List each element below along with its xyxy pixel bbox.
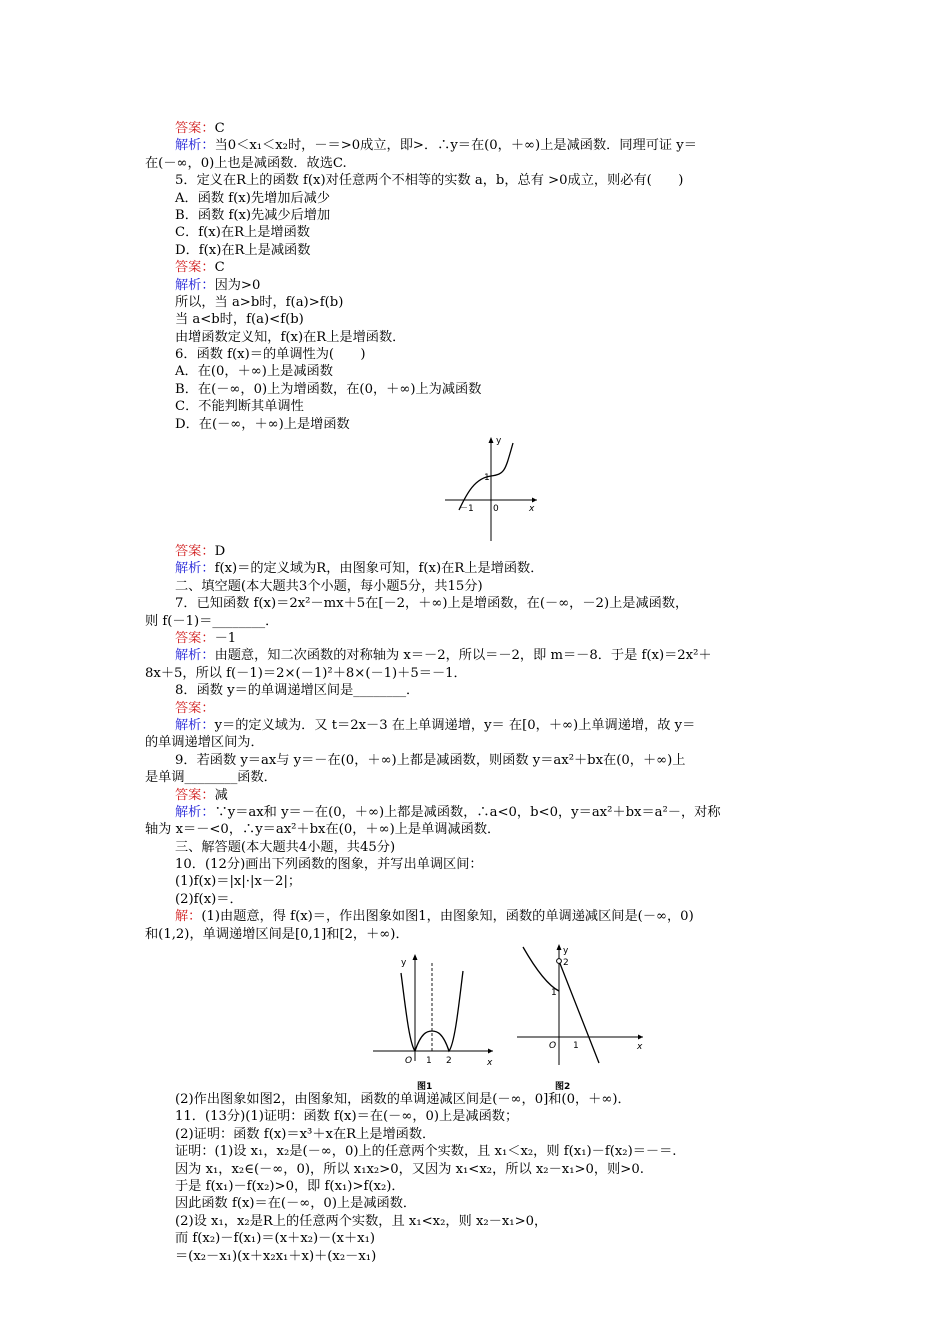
text-line <box>145 190 810 207</box>
fig2-x-arrow-icon <box>638 1035 643 1040</box>
text-line <box>145 1126 810 1143</box>
fig1-origin: O <box>405 1056 413 1067</box>
text-line <box>145 329 810 346</box>
text-line <box>145 346 810 363</box>
text-line <box>145 398 810 415</box>
text-line <box>145 120 810 137</box>
line-text: 三、解答题(本大题共4小题，共45分) <box>175 839 396 855</box>
tick-neg-one: －1 <box>459 504 474 515</box>
line-text: f(x)＝的定义域为R，由图象可知，f(x)在R上是增函数． <box>214 561 544 577</box>
line-text: (1)由题意，得 f(x)＝，作出图象如图1，由图象知，函数的单调递减区间是(－∞，0) <box>201 909 694 925</box>
y-label: y <box>496 436 502 447</box>
text-line <box>145 560 810 577</box>
fig2-curve-left <box>523 947 559 991</box>
line-text: 6．函数 f(x)＝的单调性为( ) <box>175 347 366 363</box>
answer-label: 解析： <box>175 277 215 293</box>
text-line <box>145 908 810 925</box>
text-line <box>145 891 810 908</box>
text-line <box>145 294 810 311</box>
answer-label: 解析： <box>175 648 215 664</box>
line-text: (2)设 x₁，x₂是R上的任意两个实数，且 x₁<x₂，则 x₂－x₁>0， <box>175 1213 548 1229</box>
text-line <box>145 821 810 838</box>
text-line <box>145 1195 810 1212</box>
x-axis-arrow-icon <box>532 498 537 503</box>
q6-graph-svg <box>145 433 810 543</box>
line-text: (2)证明：函数 f(x)＝x³＋x在R上是增函数． <box>175 1126 436 1142</box>
fig2-y-label: y <box>563 946 569 957</box>
text-line <box>145 207 810 224</box>
answer-label: 答案： <box>175 544 215 560</box>
fig2-origin: O <box>549 1041 557 1052</box>
answer-label: 答案： <box>175 787 215 803</box>
line-text: 因此函数 f(x)＝在(－∞，0)上是减函数． <box>175 1196 417 1212</box>
line-text: (1)f(x)＝|x|·|x－2|； <box>175 874 302 890</box>
line-text: 则 f(－1)＝________． <box>145 613 279 629</box>
line-text: 8．函数 y＝的单调递增区间是________． <box>175 683 420 699</box>
line-text: 因为>0 <box>214 277 261 293</box>
x-label: x <box>529 504 535 515</box>
text-line <box>145 1091 810 1108</box>
line-text: D <box>214 544 226 560</box>
line-text: ∵y＝ax和 y＝－在(0，＋∞)上都是减函数，∴a<0，b<0，y＝ax²＋bx＝a²－，对称 <box>214 804 721 820</box>
line-text: 是单调________函数． <box>145 770 277 786</box>
fig2-y-arrow-icon <box>557 944 562 950</box>
text-line <box>145 259 810 276</box>
line-text: 减 <box>214 787 228 803</box>
answer-label: 解析： <box>175 561 215 577</box>
line-text: C <box>214 260 225 276</box>
text-line <box>145 926 810 943</box>
text-line <box>145 1161 810 1178</box>
text-line <box>145 1108 810 1125</box>
text-line <box>145 363 810 380</box>
text-line <box>145 242 810 259</box>
fig1-y-label: y <box>401 958 407 969</box>
line-text: 10．(12分)画出下列函数的图象，并写出单调区间： <box>175 857 483 873</box>
line-text: D．f(x)在R上是减函数 <box>175 242 311 258</box>
text-line <box>145 682 810 699</box>
text-line <box>145 595 810 612</box>
line-text: 11．(13分)(1)证明：函数 f(x)＝在(－∞，0)上是减函数； <box>175 1109 519 1125</box>
answer-label: 解析： <box>175 804 215 820</box>
line-text: 于是 f(x₁)－f(x₂)>0，即 f(x₁)>f(x₂)． <box>175 1178 405 1194</box>
fig1-x-label: x <box>487 1058 493 1069</box>
answer-label: 答案： <box>175 630 215 646</box>
line-text: C．不能判断其单调性 <box>175 399 304 415</box>
fig2-tick-one-x: 1 <box>573 1041 579 1052</box>
document-page <box>145 120 810 1265</box>
fig1-x-arrow-icon <box>488 1049 493 1054</box>
text-line <box>145 1178 810 1195</box>
section-question-11 <box>145 1091 810 1265</box>
text-line <box>145 700 810 717</box>
section-questions-4-6 <box>145 120 810 433</box>
line-text: 7．已知函数 f(x)＝2x²－mx＋5在[－2，＋∞)上是增函数，在(－∞，－2)上是减函数， <box>175 596 689 612</box>
text-line <box>145 1213 810 1230</box>
answer-label: 解： <box>175 909 202 925</box>
line-text: A．函数 f(x)先增加后减少 <box>175 190 331 206</box>
text-line <box>145 839 810 856</box>
line-text: －1 <box>214 630 237 646</box>
line-text: 当 a<b时，f(a)<f(b) <box>175 312 304 328</box>
fig1-y-arrow-icon <box>413 954 418 960</box>
line-text: D．在(－∞，＋∞)上是增函数 <box>175 416 350 432</box>
text-line <box>145 155 810 172</box>
text-line <box>145 804 810 821</box>
line-text: C．f(x)在R上是增函数 <box>175 225 310 241</box>
line-text: 由增函数定义知，f(x)在R上是增函数． <box>175 329 406 345</box>
line-text: 和(1,2)，单调递增区间是[0,1]和[2，＋∞)． <box>145 926 409 942</box>
line-text: B．在(－∞，0)上为增函数，在(0，＋∞)上为减函数 <box>175 381 482 397</box>
origin-zero: 0 <box>493 504 499 515</box>
answer-label: 答案： <box>175 121 215 136</box>
text-line <box>145 787 810 804</box>
text-line <box>145 1230 810 1247</box>
line-text: 因为 x₁，x₂∈(－∞，0)，所以 x₁x₂>0，又因为 x₁<x₂，所以 x₂－x₁>0，则>0. <box>175 1161 644 1177</box>
fig2-line-right <box>559 961 599 1063</box>
answer-label: 解析： <box>175 717 215 733</box>
answer-label: 答案： <box>175 700 215 716</box>
line-text: 而 f(x₂)－f(x₁)＝(x＋x₂)－(x＋x₁) <box>175 1231 376 1247</box>
text-line <box>145 381 810 398</box>
text-line <box>145 416 810 433</box>
text-line <box>145 873 810 890</box>
graph-2 <box>517 944 643 1091</box>
line-text: 的单调递增区间为． <box>145 735 264 751</box>
line-text: 8x＋5，所以 f(－1)＝2×(－1)²＋8×(－1)＋5＝－1． <box>145 665 467 681</box>
text-line <box>145 543 810 560</box>
line-text: 5．定义在R上的函数 f(x)对任意两个不相等的实数 a，b，总有 >0成立，则必有( ) <box>175 173 684 189</box>
fig2-tick-two: 2 <box>563 958 569 969</box>
figure-q10-graphs <box>145 943 810 1091</box>
text-line <box>145 311 810 328</box>
text-line <box>145 224 810 241</box>
line-text: (2)作出图象如图2，由图象知，函数的单调递减区间是(－∞，0]和(0，＋∞)． <box>175 1092 631 1108</box>
text-line <box>145 1248 810 1265</box>
text-line <box>145 752 810 769</box>
line-text: 轴为 x＝－<0，∴y＝ax²＋bx在(0，＋∞)上是单调减函数． <box>145 822 501 838</box>
text-line <box>145 856 810 873</box>
text-line <box>145 613 810 630</box>
line-text: y＝的定义域为．又 t＝2x－3 在上单调递增，y＝ 在[0，＋∞)上单调递增，故 y＝ <box>214 717 696 733</box>
fig2-tick-one-y: 1 <box>551 988 557 999</box>
fig1-caption: 图1 <box>417 1082 433 1092</box>
y-axis-arrow-icon <box>489 437 494 443</box>
tick-one: 1 <box>484 473 490 484</box>
line-text: A．在(0，＋∞)上是减函数 <box>175 364 333 380</box>
line-text: 由题意，知二次函数的对称轴为 x＝－2，所以＝－2，即 m＝－8．于是 f(x)＝2x²＋ <box>214 648 712 664</box>
text-line <box>145 578 810 595</box>
answer-label: 解析： <box>175 138 215 154</box>
line-text: ＝(x₂－x₁)(x＋x₂x₁＋x)＋(x₂－x₁) <box>175 1248 377 1264</box>
line-text: 在(－∞，0)上也是减函数．故选C. <box>145 155 347 171</box>
line-text: C <box>214 121 225 136</box>
line-text: (2)f(x)＝． <box>175 891 243 907</box>
line-text: 证明：(1)设 x₁，x₂是(－∞，0)上的任意两个实数，且 x₁＜x₂，则 f(x₁)－f(x₂)＝－＝. <box>175 1144 677 1160</box>
text-line <box>145 630 810 647</box>
fig1-tick-one: 1 <box>426 1056 432 1067</box>
text-line <box>145 277 810 294</box>
fig2-x-label: x <box>637 1042 643 1053</box>
answer-label: 答案： <box>175 260 215 276</box>
text-line <box>145 734 810 751</box>
text-line <box>145 647 810 664</box>
section-questions-6-10 <box>145 543 810 943</box>
text-line <box>145 665 810 682</box>
text-line <box>145 1143 810 1160</box>
graph-1 <box>373 954 493 1091</box>
text-line <box>145 172 810 189</box>
text-line <box>145 717 810 734</box>
text-line <box>145 137 810 154</box>
text-line <box>145 769 810 786</box>
fig2-caption: 图2 <box>555 1082 571 1092</box>
line-text: B．函数 f(x)先减少后增加 <box>175 207 331 223</box>
figure-q6-graph <box>145 433 810 543</box>
line-text: 当0＜x₁＜x₂时，－＝>0成立，即>．∴y＝在(0，＋∞)上是减函数．同理可证 y＝ <box>214 138 697 154</box>
line-text: 9．若函数 y＝ax与 y＝－在(0，＋∞)上都是减函数，则函数 y＝ax²＋bx在(0，＋∞)上 <box>175 752 686 768</box>
fig2-open-point <box>557 959 562 964</box>
line-text: 二、填空题(本大题共3个小题，每小题5分，共15分) <box>175 578 483 594</box>
q10-graphs-svg <box>145 943 810 1091</box>
line-text: 所以，当 a>b时，f(a)>f(b) <box>175 294 344 310</box>
fig1-tick-two: 2 <box>446 1056 452 1067</box>
